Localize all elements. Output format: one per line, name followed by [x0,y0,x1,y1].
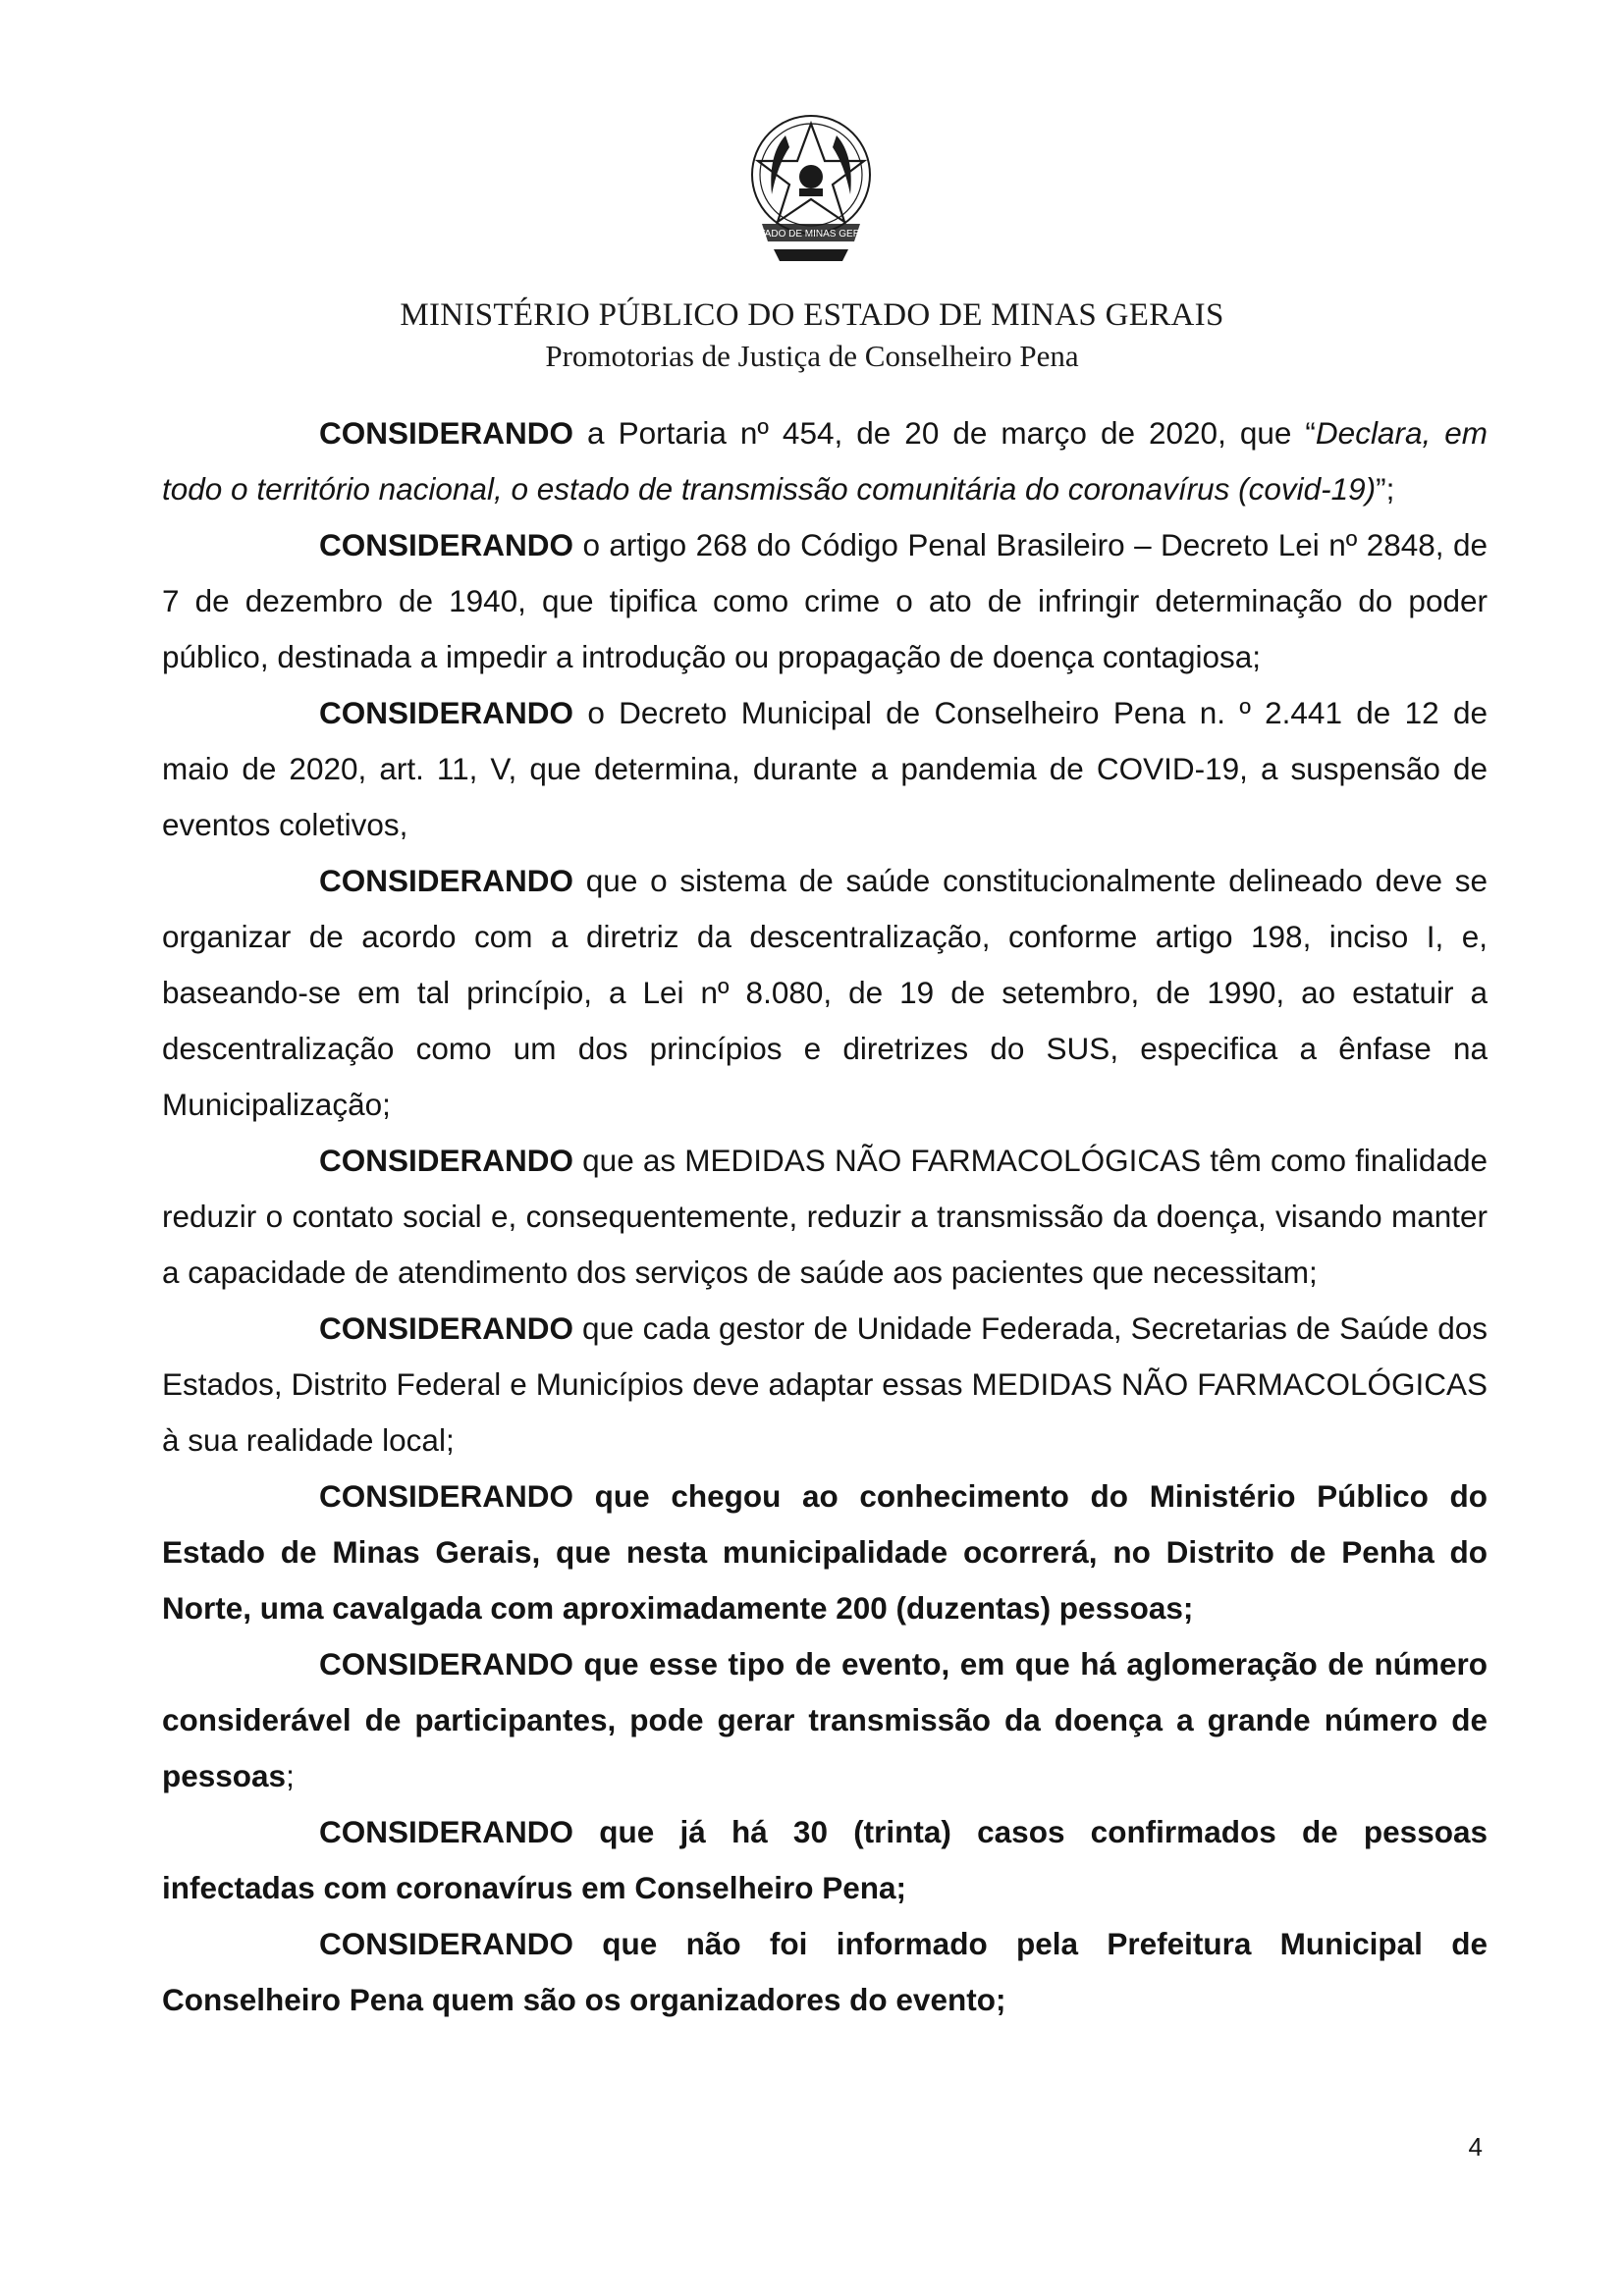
paragraph-lead: CONSIDERANDO [319,1143,574,1178]
paragraph-lead: CONSIDERANDO [319,527,574,562]
paragraph-lead: CONSIDERANDO que chegou ao conhecimento do Ministério Público do Estado de Minas Gerais, que nesta municipalidade ocorrerá, no Distrito de Penha do Norte, uma cavalgada com aproximadamente 200 (duzentas) pessoas; [162,1478,1488,1626]
paragraph-4 [162,853,1488,1133]
paragraph-8 [162,1636,1488,1804]
paragraph-text: que cada gestor de Unidade Federada, Secretarias de Saúde dos Estados, Distrito Federal e Municípios deve adaptar essas MEDIDAS NÃO FARMACOLÓGICAS à sua realidade local; [162,1310,1488,1458]
paragraph-7 [162,1468,1488,1636]
paragraph-5 [162,1133,1488,1301]
paragraph-10 [162,1916,1488,2028]
paragraph-lead: CONSIDERANDO [319,1310,574,1346]
document-body [162,405,1488,2028]
paragraph-quote: Declara, em todo o território nacional, o estado de transmissão comunitária do coronavírus (covid-19) [162,415,1488,507]
state-coat-of-arms-seal [738,106,884,283]
organization-subtitle: Promotorias de Justiça de Conselheiro Pena [545,339,1079,373]
paragraph-text: ; [286,1758,295,1793]
paragraph-tail: ”; [1376,471,1395,507]
paragraph-text: que o sistema de saúde constitucionalmente delineado deve se organizar de acordo com a diretriz da descentralização, conforme artigo 198, inciso I, e, baseando-se em tal princípio, a Lei nº 8.080, de 19 de setembro, de 1990, ao estatuir a descentralização como um dos princípios e diretrizes do SUS, especifica a ênfase na Municipalização; [162,863,1488,1122]
paragraph-2 [162,517,1488,685]
paragraph-lead: CONSIDERANDO [319,695,574,730]
paragraph-lead: CONSIDERANDO que já há 30 (trinta) casos confirmados de pessoas infectadas com coronavírus em Conselheiro Pena; [162,1814,1488,1905]
paragraph-text: que as MEDIDAS NÃO FARMACOLÓGICAS têm como finalidade reduzir o contato social e, consequentemente, reduzir a transmissão da doença, visando manter a capacidade de atendimento dos serviços de saúde aos pacientes que necessitam; [162,1143,1488,1290]
paragraph-9 [162,1804,1488,1916]
paragraph-lead: CONSIDERANDO que esse tipo de evento, em que há aglomeração de número considerável de participantes, pode gerar transmissão da doença a grande número de pessoas [162,1646,1488,1793]
paragraph-lead: CONSIDERANDO [319,415,574,451]
paragraph-text: a Portaria nº 454, de 20 de março de 2020, que “ [573,415,1316,451]
paragraph-lead: CONSIDERANDO que não foi informado pela Prefeitura Municipal de Conselheiro Pena quem são os organizadores do evento; [162,1926,1488,2017]
paragraph-6 [162,1301,1488,1468]
svg-text:ESTADO DE MINAS GERAIS: ESTADO DE MINAS GERAIS [745,229,877,240]
paragraph-text: o Decreto Municipal de Conselheiro Pena n. º 2.441 de 12 de maio de 2020, art. 11, V, que determina, durante a pandemia de COVID-19, a suspensão de eventos coletivos, [162,695,1488,842]
paragraph-text: o artigo 268 do Código Penal Brasileiro – Decreto Lei nº 2848, de 7 de dezembro de 1940, que tipifica como crime o ato de infringir determinação do poder público, destinada a impedir a introdução ou propagação de doença contagiosa; [162,527,1488,674]
paragraph-lead: CONSIDERANDO [319,863,574,898]
paragraph-1 [162,405,1488,517]
paragraph-3 [162,685,1488,853]
organization-name: MINISTÉRIO PÚBLICO DO ESTADO DE MINAS GERAIS [400,297,1224,333]
page-number: 4 [1468,2132,1483,2162]
